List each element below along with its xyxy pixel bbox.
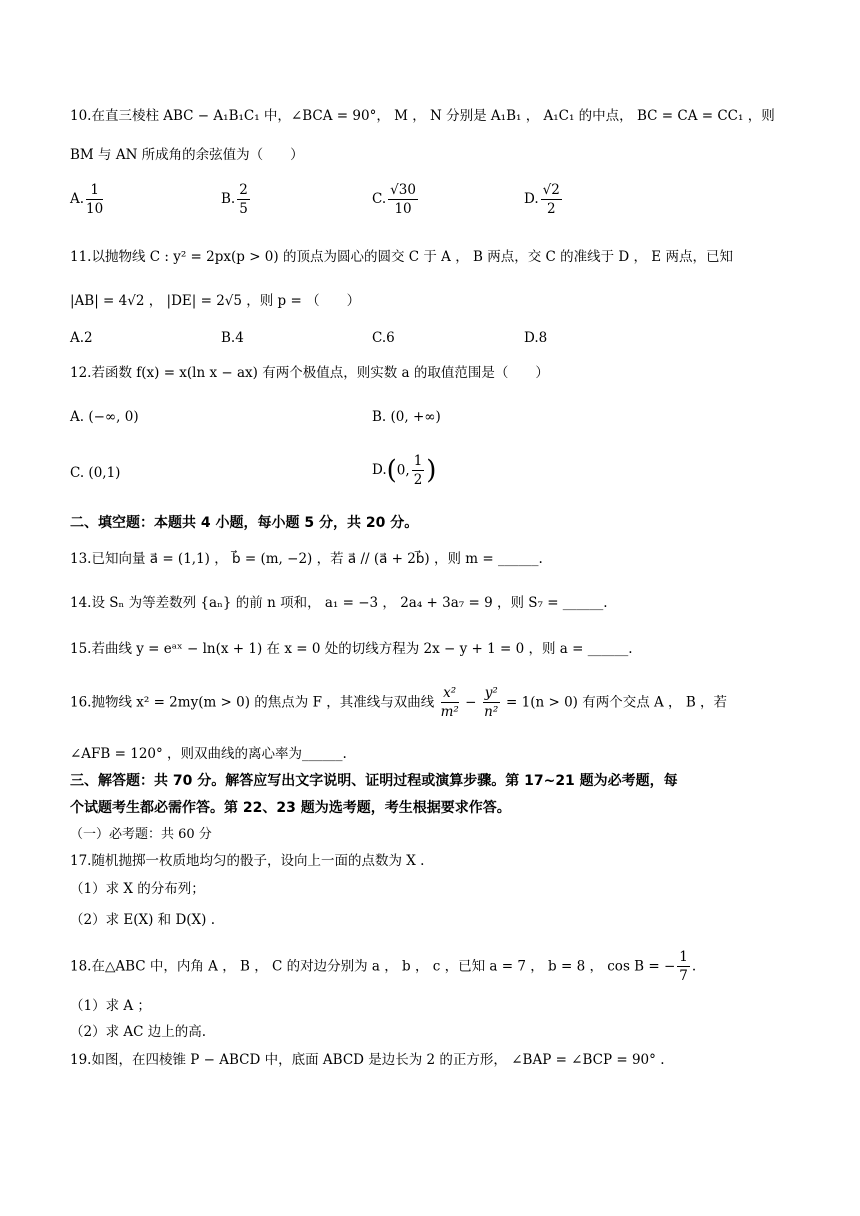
q11-option-b: B.4 <box>221 330 244 346</box>
q11-option-d: D.8 <box>524 330 548 346</box>
q12-option-b: B. (0, +∞) <box>372 409 441 425</box>
q10-option-d: D. $\frac{√2}{2}$ <box>524 182 560 217</box>
q19-stem: 19.如图，在四棱锥 P − ABCD 中，底面 ABCD 是边长为 2 的正方形， ∠BAP = ∠BCP = 90° . <box>70 1052 665 1068</box>
q10-option-c: C. $\frac{√30}{10}$ <box>372 182 416 217</box>
q10-option-b: B. $\frac{2}{5}$ <box>221 182 248 217</box>
q13: 13.已知向量 a⃗ = (1,1) ， b⃗ = (m, −2) ，若 a⃗ // (a⃗ + 2b⃗) ，则 m = ______. <box>70 551 543 567</box>
q12-option-a: A. (−∞, 0) <box>70 409 139 425</box>
q18-part1: （1）求 A ； <box>70 998 151 1014</box>
q18-stem: 18.在△ABC 中，内角 A ， B ， C 的对边分别为 a ， b ， c ，已知 a = 7 ， b = 8 ， cos B = − $\frac{1}{7}$ . <box>70 949 697 984</box>
q17-stem: 17.随机抛掷一枚质地均匀的骰子，设向上一面的点数为 X . <box>70 853 425 869</box>
q12-option-c: C. (0,1) <box>70 465 121 481</box>
section-3-heading-line1: 三、解答题：共 70 分。解答应写出文字说明、证明过程或演算步骤。第 17~21 题为必考题，每 <box>70 773 678 789</box>
q15: 15.若曲线 y = eᵃˣ − ln(x + 1) 在 x = 0 处的切线方程为 2x − y + 1 = 0 ，则 a = ______. <box>70 641 633 657</box>
q17-part1: （1）求 X 的分布列； <box>70 881 205 897</box>
q11-option-a: A.2 <box>70 330 93 346</box>
section-3-heading-line2: 个试题考生都必需作答。第 22、23 题为选考题，考生根据要求作答。 <box>70 800 511 816</box>
q10-option-a: A. $\frac{1}{10}$ <box>70 182 104 217</box>
q17-part2: （2）求 E(X) 和 D(X) . <box>70 912 216 928</box>
q16-stem-line1: 16.抛物线 x² = 2my(m > 0) 的焦点为 F ，其准线与双曲线 $\frac{\text{x²}}{\text{m²}}$ − $\frac{\text{y²}}{\text{n²}}$ = 1(n > 0) 有两个交点 A ， B ，若 <box>70 685 728 720</box>
q18-part2: （2）求 AC 边上的高. <box>70 1024 207 1040</box>
q12-option-d: D.(0, $\frac{1}{2}$ ) <box>372 453 437 488</box>
q11-option-c: C.6 <box>372 330 395 346</box>
q14: 14.设 Sₙ 为等差数列 {aₙ} 的前 n 项和， a₁ = −3 ， 2a₄ + 3a₇ = 9 ，则 S₇ = ______. <box>70 595 608 611</box>
subsection-required: （一）必考题：共 60 分 <box>70 827 212 842</box>
q12-stem: 12.若函数 f(x) = x(ln x − ax) 有两个极值点，则实数 a 的取值范围是（ ） <box>70 365 549 381</box>
q11-stem-line1: 11.以抛物线 C : y² = 2px(p > 0) 的顶点为圆心的圆交 C 于 A ， B 两点，交 C 的准线于 D ， E 两点，已知 <box>70 249 733 265</box>
section-2-heading: 二、填空题：本题共 4 小题，每小题 5 分，共 20 分。 <box>70 515 419 531</box>
q10-stem-line1: 10.在直三棱柱 ABC − A₁B₁C₁ 中，∠BCA = 90°， M ， N 分别是 A₁B₁ ， A₁C₁ 的中点， BC = CA = CC₁ ，则 <box>70 108 775 124</box>
q11-stem-line2: |AB| = 4√2 ， |DE| = 2√5 ，则 p = （ ） <box>70 293 361 309</box>
q16-stem-line2: ∠AFB = 120° ，则双曲线的离心率为______. <box>70 746 347 762</box>
q10-stem-line2: BM 与 AN 所成角的余弦值为（ ） <box>70 147 304 163</box>
